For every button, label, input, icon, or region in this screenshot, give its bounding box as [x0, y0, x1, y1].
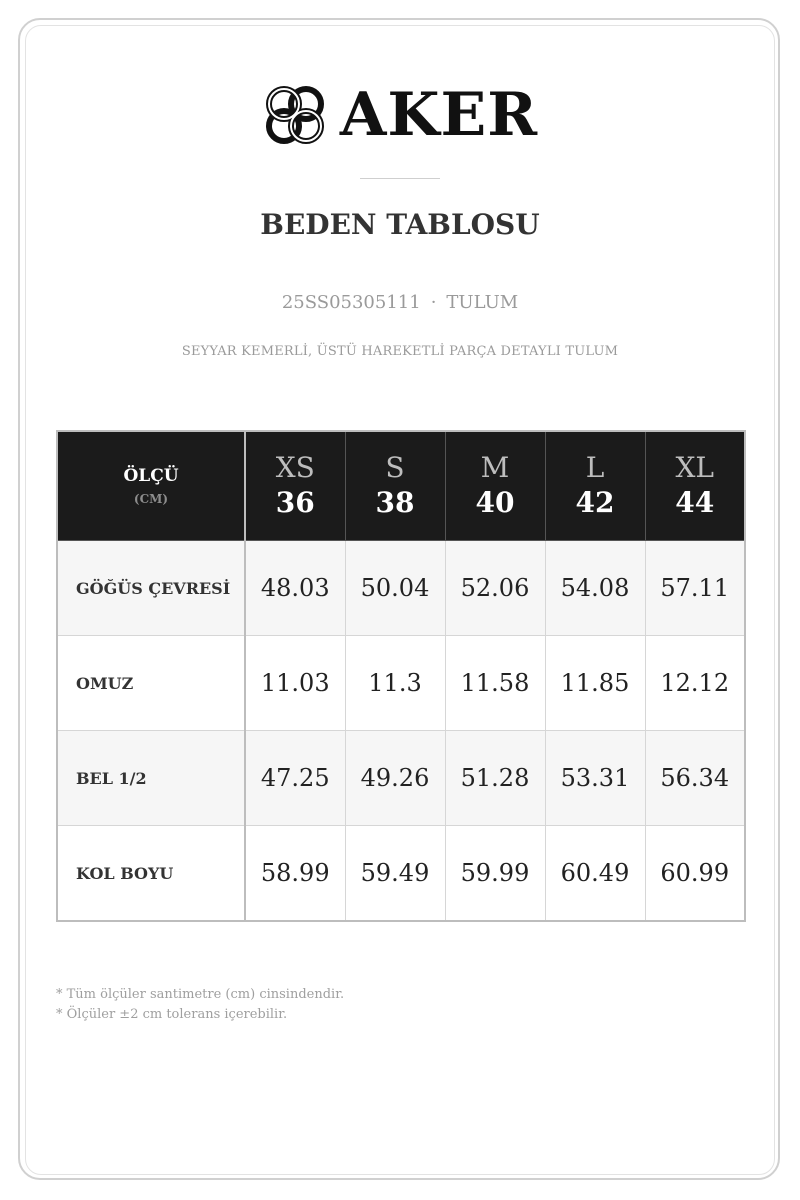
size-number: 42: [575, 485, 615, 519]
size-number: 44: [675, 485, 715, 519]
size-header-m: [445, 431, 545, 541]
product-code-line: [0, 292, 800, 313]
size-header-xl: [645, 431, 745, 541]
size-header-l: [545, 431, 645, 541]
table-cell: 54.08: [545, 541, 645, 636]
product-category: TULUM: [446, 292, 519, 313]
size-number: 40: [475, 485, 515, 519]
table-cell: 51.28: [445, 731, 545, 826]
table-cell: 58.99: [245, 826, 345, 922]
size-number: 36: [275, 485, 315, 519]
brand-logo: [0, 80, 800, 150]
row-label: KOL BOYU: [57, 826, 245, 922]
table-row-chest: [57, 541, 745, 636]
size-header-xs: [245, 431, 345, 541]
table-cell: 49.26: [345, 731, 445, 826]
page-title: BEDEN TABLOSU: [260, 208, 540, 241]
footnotes: [56, 985, 344, 1025]
measure-header: [57, 431, 245, 541]
size-letter: XL: [675, 451, 715, 484]
table-cell: 12.12: [645, 636, 745, 731]
table-cell: 11.85: [545, 636, 645, 731]
size-letter: L: [585, 451, 605, 484]
measure-header-label: ÖLÇÜ: [123, 466, 179, 486]
table-cell: 60.49: [545, 826, 645, 922]
size-letter: M: [480, 451, 510, 484]
footnote: * Tüm ölçüler santimetre (cm) cinsindendir.: [56, 987, 345, 1002]
table-cell: 56.34: [645, 731, 745, 826]
table-cell: 59.99: [445, 826, 545, 922]
size-table: [56, 430, 746, 922]
table-cell: 57.11: [645, 541, 745, 636]
row-label: BEL 1/2: [57, 731, 245, 826]
table-cell: 60.99: [645, 826, 745, 922]
table-cell: 53.31: [545, 731, 645, 826]
table-cell: 59.49: [345, 826, 445, 922]
table-cell: 47.25: [245, 731, 345, 826]
table-cell: 50.04: [345, 541, 445, 636]
brand-name: AKER: [339, 80, 539, 150]
footnote: * Ölçüler ±2 cm tolerans içerebilir.: [56, 1007, 288, 1022]
table-row-sleeve: [57, 826, 745, 922]
title-divider: [360, 178, 440, 179]
table-cell: 11.58: [445, 636, 545, 731]
size-header-s: [345, 431, 445, 541]
product-code: 25SS05305111: [281, 292, 421, 313]
separator-dot: ·: [430, 292, 437, 313]
table-cell: 52.06: [445, 541, 545, 636]
product-description: SEYYAR KEMERLİ, ÜSTÜ HAREKETLİ PARÇA DETAYLI TULUM: [181, 344, 619, 359]
size-header-row: [57, 431, 745, 541]
table-cell: 48.03: [245, 541, 345, 636]
table-cell: 11.03: [245, 636, 345, 731]
interlocking-knot-icon: [262, 82, 328, 148]
size-letter: S: [385, 451, 405, 484]
size-letter: XS: [275, 451, 315, 484]
table-row-waist: [57, 731, 745, 826]
table-cell: 11.3: [345, 636, 445, 731]
row-label: OMUZ: [57, 636, 245, 731]
size-number: 38: [375, 485, 415, 519]
table-row-shoulder: [57, 636, 745, 731]
row-label: GÖĞÜS ÇEVRESİ: [57, 541, 245, 636]
measure-header-unit: (CM): [133, 492, 169, 506]
